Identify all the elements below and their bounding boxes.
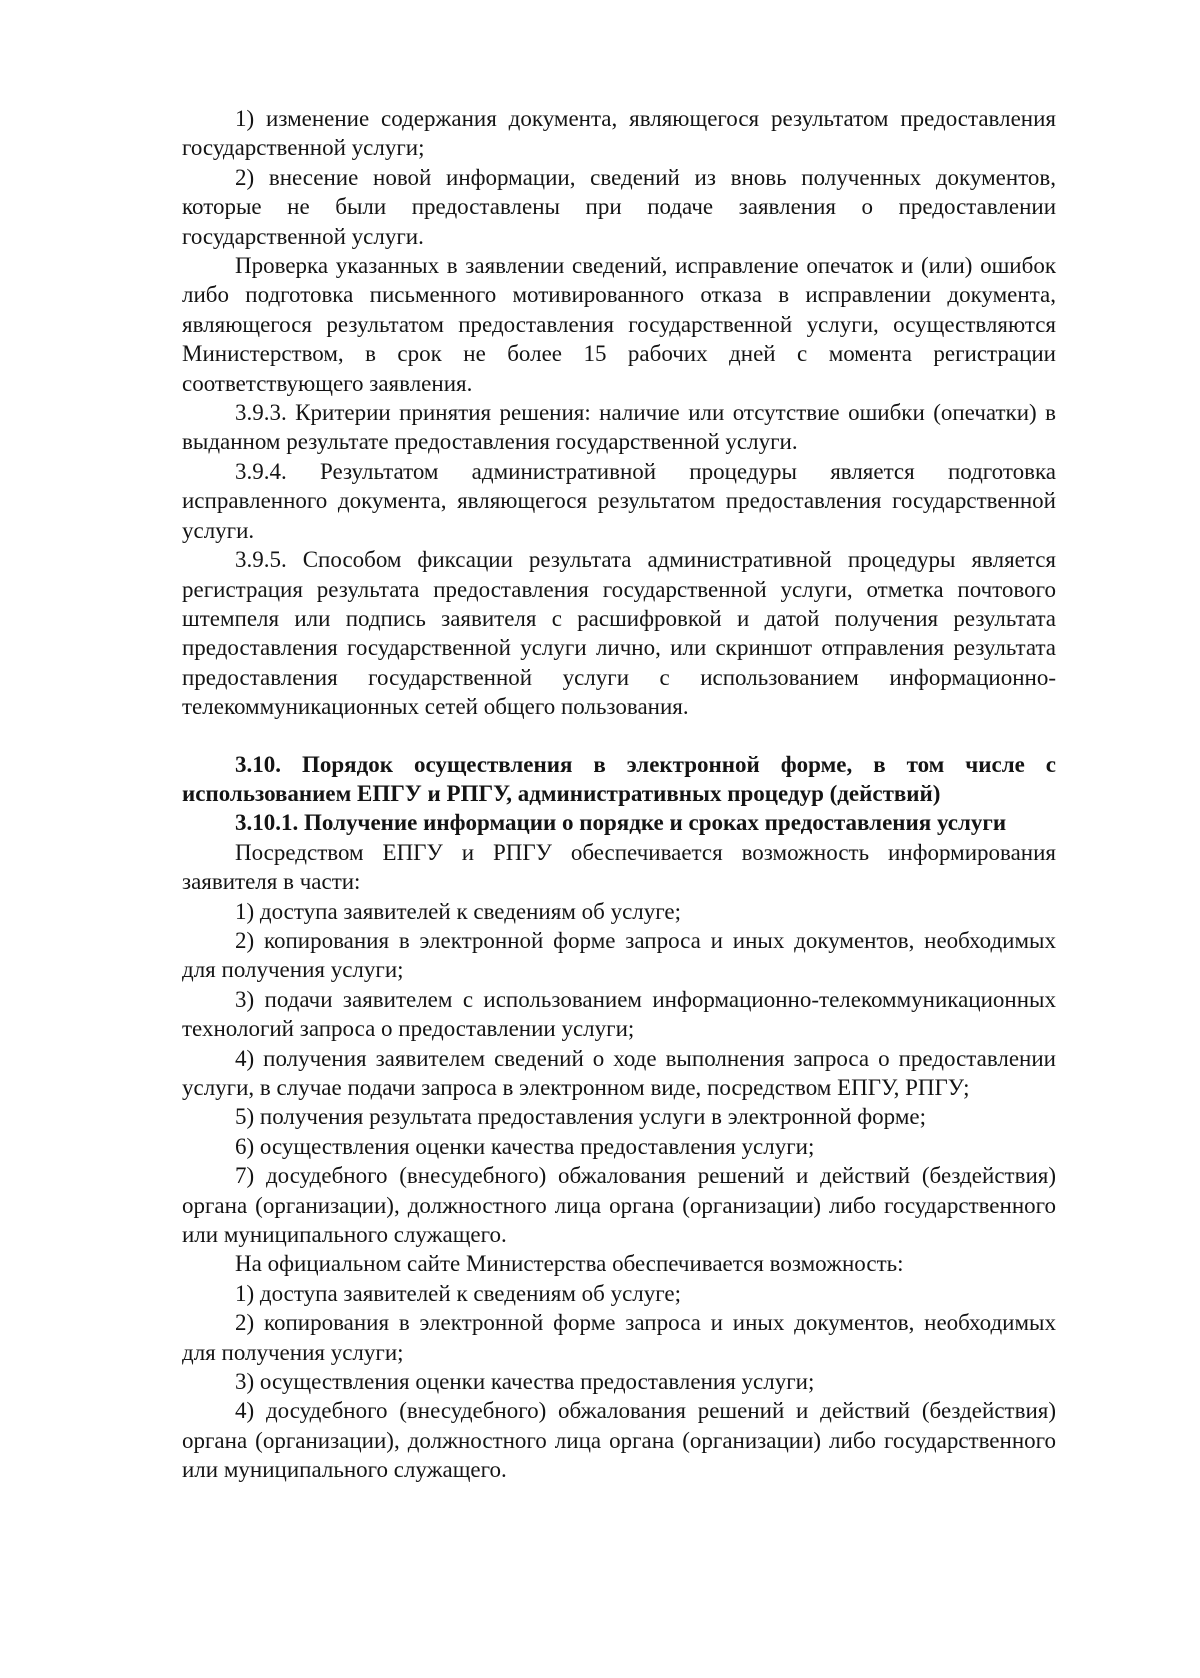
site-list-item-4-appeal: 4) досудебного (внесудебного) обжалования решений и действий (бездействия) органа (организации), должностного лица органа (организации) либо государственного или муниципального служащего.: [182, 1398, 1056, 1483]
paragraph-3-9-4-result: 3.9.4. Результатом административной процедуры является подготовка исправленного документа, являющегося результатом предоставления государственной услуги.: [182, 458, 1056, 543]
paragraph-3-9-3-criteria: 3.9.3. Критерии принятия решения: наличие или отсутствие ошибки (опечатки) в выданном результате предоставления государственной услуги.: [182, 400, 1056, 455]
list-item-1-access: 1) доступа заявителей к сведениям об услуге;: [235, 898, 681, 924]
list-item-6-quality: 6) осуществления оценки качества предоставления услуги;: [235, 1133, 815, 1159]
list-item-4-status: 4) получения заявителем сведений о ходе выполнения запроса о предоставлении услуги, в случае подачи запроса в электронном виде, посредством ЕПГУ, РПГУ;: [182, 1045, 1056, 1100]
list-item-7-appeal: 7) досудебного (внесудебного) обжалования решений и действий (бездействия) органа (организации), должностного лица органа (организации) либо государственного или муниципального служащего.: [182, 1163, 1056, 1248]
paragraph-item-1-change-content: 1) изменение содержания документа, являющегося результатом предоставления государственной услуги;: [182, 106, 1056, 161]
paragraph-verification: Проверка указанных в заявлении сведений, исправление опечаток и (или) ошибок либо подготовка письменного мотивированного отказа в исправлении документа, являющегося результатом предоставления государственной услуги, осуществляются Министерством, в срок не более 15 рабочих дней с момента регистрации соответствующего заявления.: [182, 253, 1056, 396]
list-item-3-submission: 3) подачи заявителем с использованием информационно-телекоммуникационных технологий запроса о предоставлении услуги;: [182, 986, 1056, 1042]
section-heading-3-10: 3.10. Порядок осуществления в электронной форме, в том числе с использованием ЕПГУ и РПГУ, административных процедур (действий): [182, 751, 1056, 806]
subsection-heading-3-10-1: 3.10.1. Получение информации о порядке и сроках предоставления услуги: [235, 810, 1007, 836]
section-spacer: [182, 722, 1056, 750]
paragraph-epgu-intro: Посредством ЕПГУ и РПГУ обеспечивается возможность информирования заявителя в части:: [182, 839, 1056, 895]
site-list-item-3-quality: 3) осуществления оценки качества предоставления услуги;: [235, 1369, 815, 1395]
paragraph-ministry-site-intro: На официальном сайте Министерства обеспечивается возможность:: [235, 1251, 904, 1277]
list-item-2-copying: 2) копирования в электронной форме запроса и иных документов, необходимых для получения услуги;: [182, 927, 1056, 983]
list-item-5-result: 5) получения результата предоставления услуги в электронной форме;: [235, 1104, 926, 1130]
document-body: [182, 104, 1056, 1485]
site-list-item-1-access: 1) доступа заявителей к сведениям об услуге;: [235, 1280, 681, 1306]
paragraph-item-2-new-information: 2) внесение новой информации, сведений из вновь полученных документов, которые не были предоставлены при подаче заявления о предоставлении государственной услуги.: [182, 164, 1056, 249]
site-list-item-2-copying: 2) копирования в электронной форме запроса и иных документов, необходимых для получения услуги;: [182, 1310, 1056, 1365]
paragraph-3-9-5-fixation: 3.9.5. Способом фиксации результата административной процедуры является регистрация результата предоставления государственной услуги, отметка почтового штемпеля или подпись заявителя с расшифровкой и датой получения результата предоставления государственной услуги лично, или скриншот отправления результата предоставления государственной услуги с использованием информационно-телекоммуникационных сетей общего пользования.: [182, 547, 1056, 720]
